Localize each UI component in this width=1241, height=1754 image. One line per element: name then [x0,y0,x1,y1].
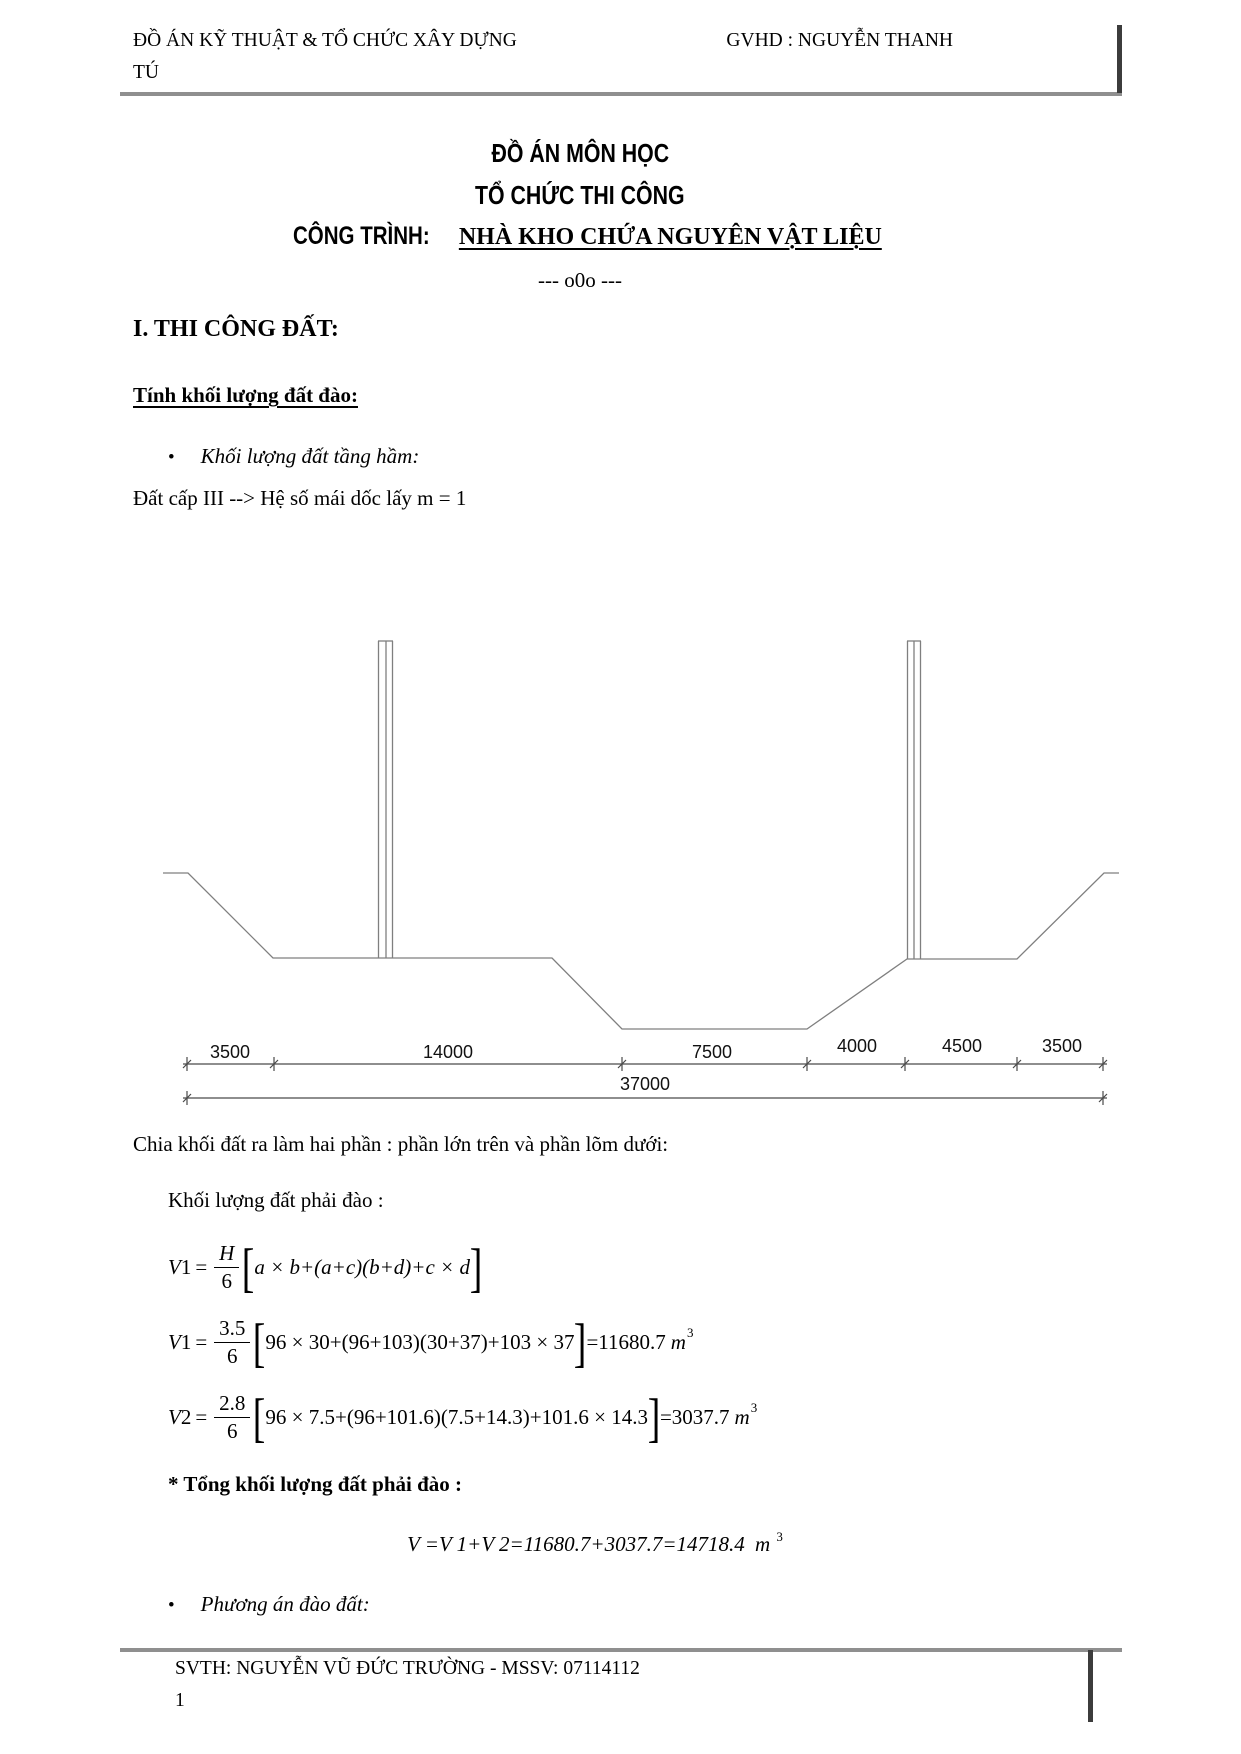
doc-title-line3 [120,222,1040,251]
formula-body: 96 × 30+(96+103)(30+37)+103 × 37 [265,1330,575,1354]
bullet-item-dig-plan [168,1592,370,1617]
dimension-line-2 [183,1074,1107,1105]
excavation-cross-section [0,620,1241,1120]
doc-title-line2: TỔ CHỨC THI CÔNG [475,180,685,210]
equals-sign: = [195,1255,208,1279]
header-side-bar [1117,25,1122,93]
dim-label-4000: 4000 [836,1036,878,1056]
var-v: V [168,1255,181,1279]
section-heading: I. THI CÔNG ĐẤT: [133,316,339,342]
equals-sign: = [195,1330,208,1354]
dim-label-14000: 14000 [422,1042,474,1062]
exponent: 3 [686,1324,694,1340]
split-note: Chia khối đất ra làm hai phần : phần lớn trên và phần lõm dưới: [133,1132,669,1156]
header-title: ĐỒ ÁN KỸ THUẬT & TỔ CHỨC XÂY DỰNG [133,30,517,51]
dim-label-3500-right: 3500 [1041,1036,1083,1056]
doc-title-line1: ĐỒ ÁN MÔN HỌC [491,138,669,168]
formula-result: =11680.7 [586,1330,666,1354]
project-name: NHÀ KHO CHỨA NGUYÊN VẬT LIỆU [458,224,882,250]
exponent: 3 [750,1399,758,1415]
bullet-text: Phương án đào đất: [200,1592,370,1616]
fraction: $\frac{2.8}{6}$ [214,1390,250,1445]
soil-grade-note: Đất cấp III --> Hệ số mái dốc lấy m = 1 [133,486,467,510]
total-heading: * Tổng khối lượng đất phải đào : [168,1472,463,1496]
footer-student-line: SVTH: NGUYỄN VŨ ĐỨC TRƯỜNG - MSSV: 07114112 [175,1658,640,1679]
page-header [133,30,953,52]
bullet-icon: • [168,447,175,468]
formula-v2-numeric: V 2 = $\frac{2.8}{6}$ [ 96 × 7.5+(96+101.6)(7.5+14.3)+101.6 × 14.3 ] =3037.7 m 3 [168,1387,758,1448]
total-expression: V =V 1+V 2=11680.7+3037.7=14718.4 [407,1532,745,1556]
var-v: V [168,1330,181,1354]
header-rule [120,92,1122,96]
unit-m: m [670,1330,686,1354]
excavation-profile [163,873,1119,1029]
ornament-separator: --- o0o --- [538,268,622,292]
column-left [378,641,393,958]
dimension-line-1 [183,1036,1107,1071]
header-title-wrap: TÚ [133,62,159,83]
var-index: 1 [180,1255,192,1279]
var-index: 1 [180,1330,192,1354]
header-advisor: GVHD : NGUYỄN THANH [726,30,953,51]
dim-label-3500-left: 3500 [209,1042,251,1062]
unit-m: m [734,1405,750,1429]
dim-label-4500: 4500 [941,1036,983,1056]
column-right [907,641,921,959]
page-number: 1 [175,1690,185,1711]
formula-body: 96 × 7.5+(96+101.6)(7.5+14.3)+101.6 × 14.3 [265,1405,648,1429]
project-label: CÔNG TRÌNH: [293,222,430,250]
fraction: $\frac{3.5}{6}$ [214,1315,250,1370]
var-index: 2 [180,1405,192,1429]
exponent: 3 [776,1529,783,1544]
var-v: V [168,1405,181,1429]
formula-v1-numeric: V 1 = $\frac{3.5}{6}$ [ 96 × 30+(96+103)(30+37)+103 × 37 ] =11680.7 m 3 [168,1312,694,1373]
dig-volume-label: Khối lượng đất phải đào : [168,1188,384,1212]
dim-label-7500: 7500 [691,1042,733,1062]
bullet-text: Khối lượng đất tầng hầm: [200,444,420,468]
formula-result: =3037.7 [659,1405,730,1429]
fraction: $\frac{H}{6}$ [214,1240,239,1295]
formula-body: a × b+(a+c)(b+d)+c × d [254,1255,470,1279]
sub-heading: Tính khối lượng đất đào: [133,383,358,407]
formula-v1-symbolic: V 1 = $\frac{H}{6}$ [ a × b+(a+c)(b+d)+c × d ] [168,1237,483,1298]
equals-sign: = [195,1405,208,1429]
formula-total [120,1529,1070,1557]
footer-rule [120,1648,1122,1652]
bullet-icon: • [168,1595,175,1616]
footer-side-bar [1088,1650,1093,1722]
unit-m: m [754,1532,771,1556]
bullet-item-basement [168,444,419,469]
dim-label-37000: 37000 [619,1074,671,1094]
